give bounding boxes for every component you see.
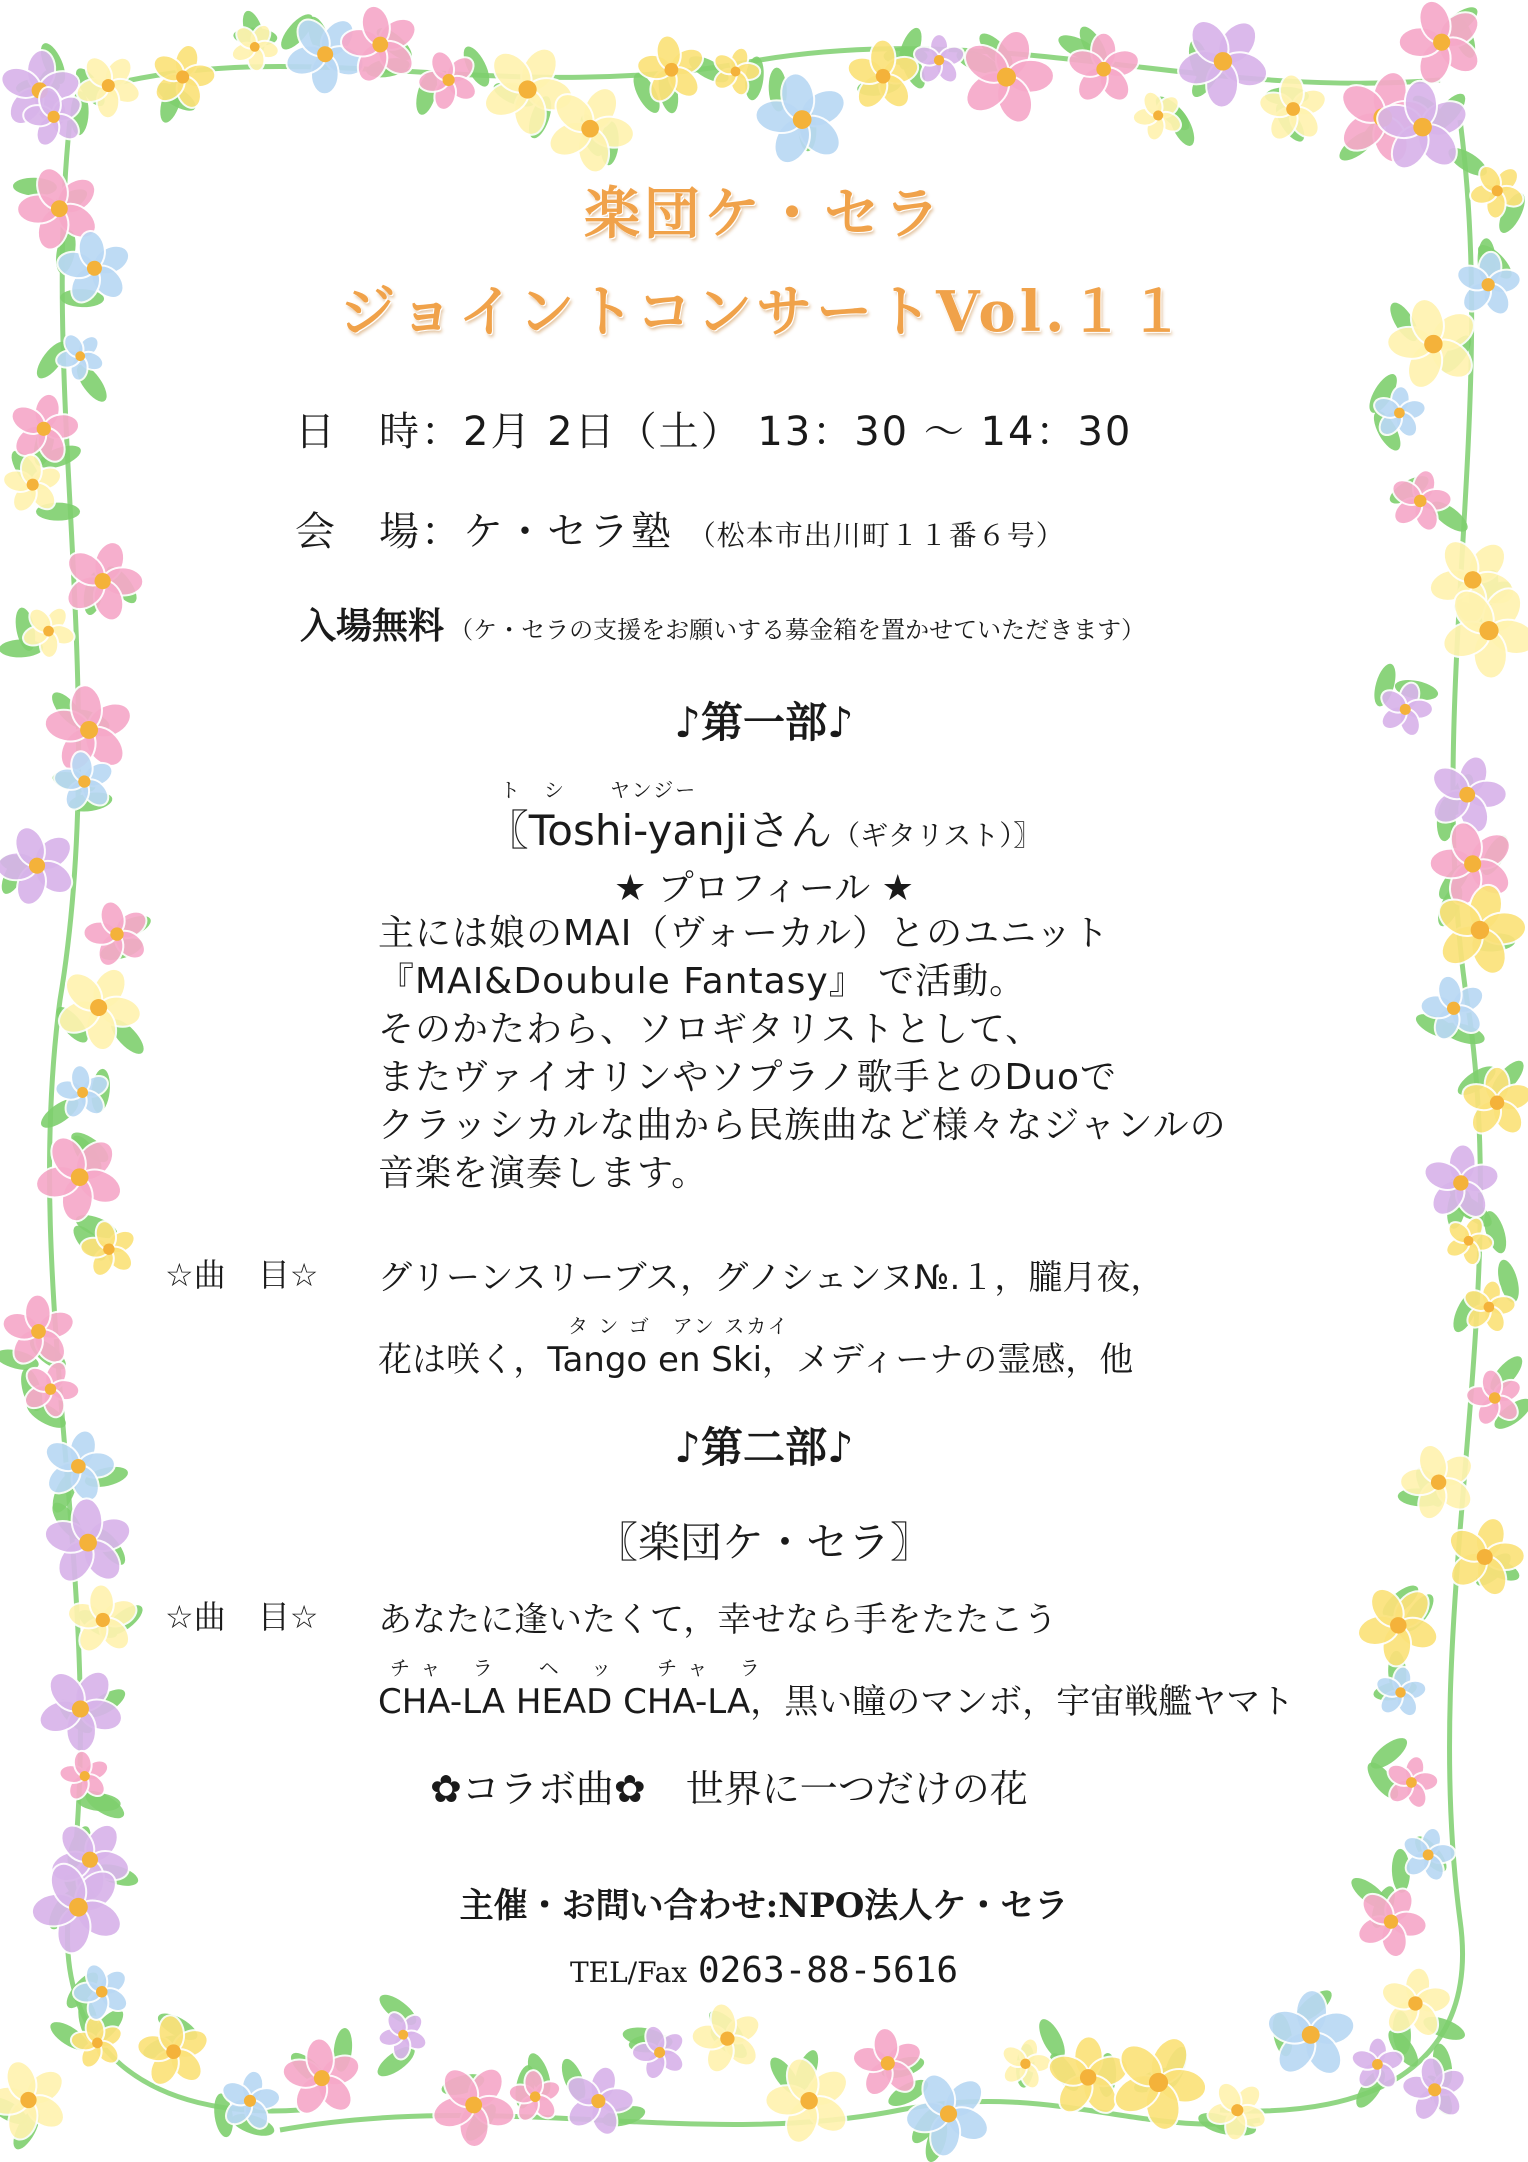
tel-number: 0263-88-5616: [697, 1950, 959, 1991]
tel-label: TEL/Fax: [569, 1956, 688, 1989]
part2-performer: 〖楽団ケ・セラ〗: [595, 1518, 932, 1567]
part2-heading: ♪第二部♪: [674, 1423, 854, 1472]
flower-shape: [268, 2024, 375, 2133]
admission-row: [300, 598, 1145, 649]
profile-line: 音楽を演奏します。: [378, 1153, 709, 1194]
part1-songs-label: ☆曲 目☆: [165, 1256, 319, 1294]
profile-line: そのかたわら、ソロギタリストとして、: [378, 1009, 1043, 1050]
organizer-info: 主催・お問い合わせ:NPO法人ケ・セラ: [459, 1886, 1069, 1926]
admission-note: （ケ・セラの支援をお願いする募金箱を置かせていただきます）: [449, 616, 1146, 644]
date-row: [295, 400, 1132, 457]
part1-songs-line2: 花は咲く，Tango en Ski，メディーナの霊感，他: [378, 1340, 1134, 1380]
performer1-ruby: ト シ ヤンジー: [500, 778, 698, 802]
flower-shape: [1407, 961, 1500, 1055]
profile-line: またヴァイオリンやソプラノ歌手とのDuoで: [378, 1057, 1118, 1098]
date-label: 日 時：: [295, 409, 463, 455]
flower-shape: [945, 18, 1068, 138]
collab-song: 世界に一つだけの花: [685, 1767, 1028, 1811]
venue-row: [295, 500, 1065, 557]
concert-title-line2: ジョイントコンサートVol.１１: [339, 279, 1189, 345]
date-value: 2月 2日（土） 13：30 ～ 14：30: [463, 409, 1133, 455]
flower-shape: [413, 2045, 534, 2162]
part2-songs-ruby: チ ャ ラ ヘ ッ チ ャ ラ: [390, 1656, 762, 1680]
performer1-role: （ギタリスト）〗: [832, 819, 1042, 852]
venue-address: （松本市出川町１１番６号）: [687, 519, 1065, 552]
profile-text: [378, 910, 1227, 1198]
collab-label: ✿コラボ曲✿: [430, 1767, 646, 1811]
concert-title-line1: 楽団ケ・セラ: [584, 181, 944, 247]
flower-shape: [1262, 1988, 1360, 2081]
performer1-row: [0, 798, 1528, 858]
performer1-name: 〖Toshi-yanjiさん: [486, 806, 833, 855]
flower-shape: [620, 2013, 699, 2093]
contact-row: [0, 1950, 1528, 1991]
profile-line: 『MAI&Doubule Fantasy』 で活動。: [378, 961, 1027, 1002]
profile-line: クラッシカルな曲から民族曲など様々なジャンルの: [378, 1105, 1227, 1146]
part1-heading: ♪第一部♪: [674, 698, 854, 747]
part2-songs-line2: CHA-LA HEAD CHA-LA，黒い瞳のマンボ，宇宙戦艦ヤマト: [378, 1682, 1295, 1722]
flower-shape: [0, 2041, 87, 2159]
venue-name: ケ・セラ塾: [463, 509, 673, 555]
flower-shape: [124, 2001, 224, 2102]
profile-line: 主には娘のMAI（ヴォーカル）とのユニット: [378, 913, 1110, 954]
part1-songs-ruby: タ ン ゴ アン スカイ: [568, 1314, 790, 1338]
admission-label: 入場無料: [300, 606, 445, 647]
flower-shape: [677, 1988, 778, 2090]
venue-label: 会 場：: [295, 509, 463, 555]
profile-heading: ★ プロフィール ★: [614, 868, 914, 909]
collab-row: [430, 1758, 1028, 1813]
part2-songs-label: ☆曲 目☆: [165, 1598, 319, 1636]
part2-songs-line1: あなたに逢いたくて，幸せなら手をたたこう: [378, 1600, 1058, 1640]
part1-songs-line1: グリーンスリーブス，グノシェンヌ№.１，朧月夜，: [378, 1258, 1165, 1298]
